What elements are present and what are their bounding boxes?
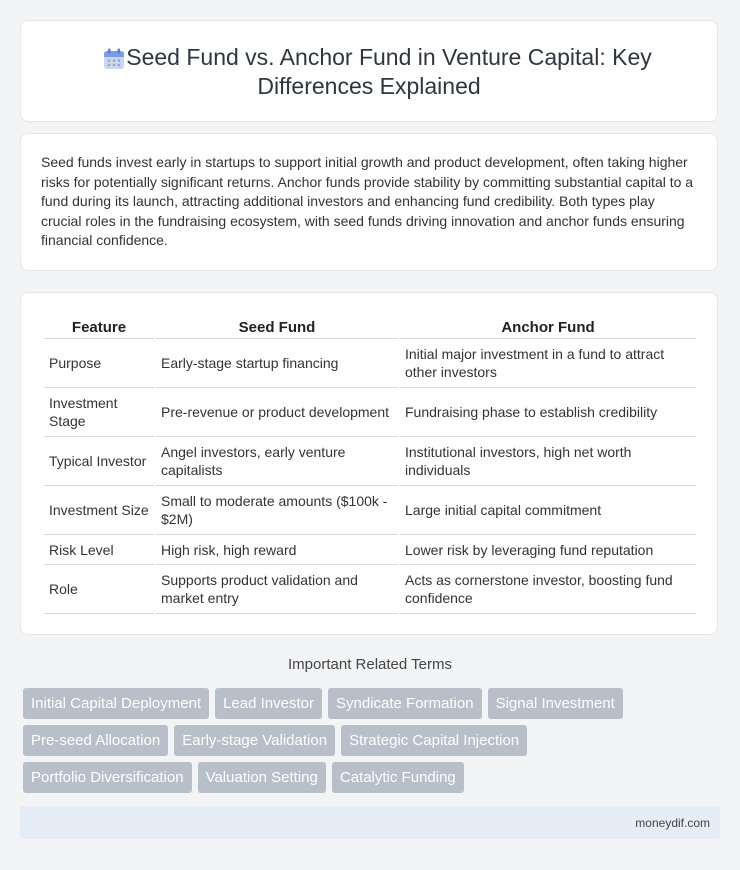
tag-valuation-setting[interactable]: Valuation Setting [198,762,326,793]
tag-strategic-capital-injection[interactable]: Strategic Capital Injection [341,725,527,756]
tag-syndicate-formation[interactable]: Syndicate Formation [328,688,482,719]
table-row [44,388,696,437]
related-terms-heading: Important Related Terms [288,656,452,673]
row-anchor-value: Acts as cornerstone investor, boosting fund confidence [400,565,696,614]
intro-paragraph: Seed funds invest early in startups to support initial growth and product development, often taking higher risks for potentially significant returns. Anchor funds provide stability by committing substantial capital to a fund during its launch, attracting additional investors and enhancing fund credibility. Both types play crucial roles in the fundraising ecosystem, with seed funds driving innovation and anchor funds ensuring financial confidence. [41,154,694,248]
row-anchor-value: Large initial capital commitment [400,486,696,535]
header-seed-fund: Seed Fund [156,314,398,339]
row-seed-value: Angel investors, early venture capitalists [156,437,398,486]
table-row [44,565,696,614]
tag-row [23,725,723,756]
footer-site-link[interactable]: moneydif.com [635,816,710,830]
page-title-line-2: Differences Explained [257,73,481,99]
row-anchor-value: Fundraising phase to establish credibility [400,388,696,437]
table-row [44,535,696,565]
table-row [44,339,696,388]
tag-row [23,762,723,793]
table-header-row [44,314,696,339]
row-feature: Investment Size [44,486,154,535]
footer [20,806,720,839]
row-seed-value: Early-stage startup financing [156,339,398,388]
row-anchor-value: Lower risk by leveraging fund reputation [400,535,696,565]
tag-initial-capital-deployment[interactable]: Initial Capital Deployment [23,688,209,719]
tag-portfolio-diversification[interactable]: Portfolio Diversification [23,762,192,793]
intro-card [20,133,718,271]
tag-catalytic-funding[interactable]: Catalytic Funding [332,762,464,793]
row-feature: Purpose [44,339,154,388]
header-feature: Feature [44,314,154,339]
tag-lead-investor[interactable]: Lead Investor [215,688,322,719]
row-feature: Risk Level [44,535,154,565]
row-anchor-value: Initial major investment in a fund to attract other investors [400,339,696,388]
row-seed-value: Pre-revenue or product development [156,388,398,437]
tag-pre-seed-allocation[interactable]: Pre-seed Allocation [23,725,168,756]
tag-early-stage-validation[interactable]: Early-stage Validation [174,725,335,756]
row-seed-value: High risk, high reward [156,535,398,565]
row-seed-value: Small to moderate amounts ($100k - $2M) [156,486,398,535]
row-feature: Typical Investor [44,437,154,486]
row-feature: Role [44,565,154,614]
table-row [44,486,696,535]
tag-signal-investment[interactable]: Signal Investment [488,688,623,719]
comparison-table [42,314,698,614]
comparison-card [20,292,718,635]
related-terms-list [23,688,723,799]
title-card [20,20,718,122]
tag-row [23,688,723,719]
row-feature: Investment Stage [44,388,154,437]
page-title [21,43,717,101]
table-row [44,437,696,486]
header-anchor-fund: Anchor Fund [400,314,696,339]
page-title-line-1: Seed Fund vs. Anchor Fund in Venture Capital: Key [126,44,652,70]
row-seed-value: Supports product validation and market entry [156,565,398,614]
row-anchor-value: Institutional investors, high net worth individuals [400,437,696,486]
